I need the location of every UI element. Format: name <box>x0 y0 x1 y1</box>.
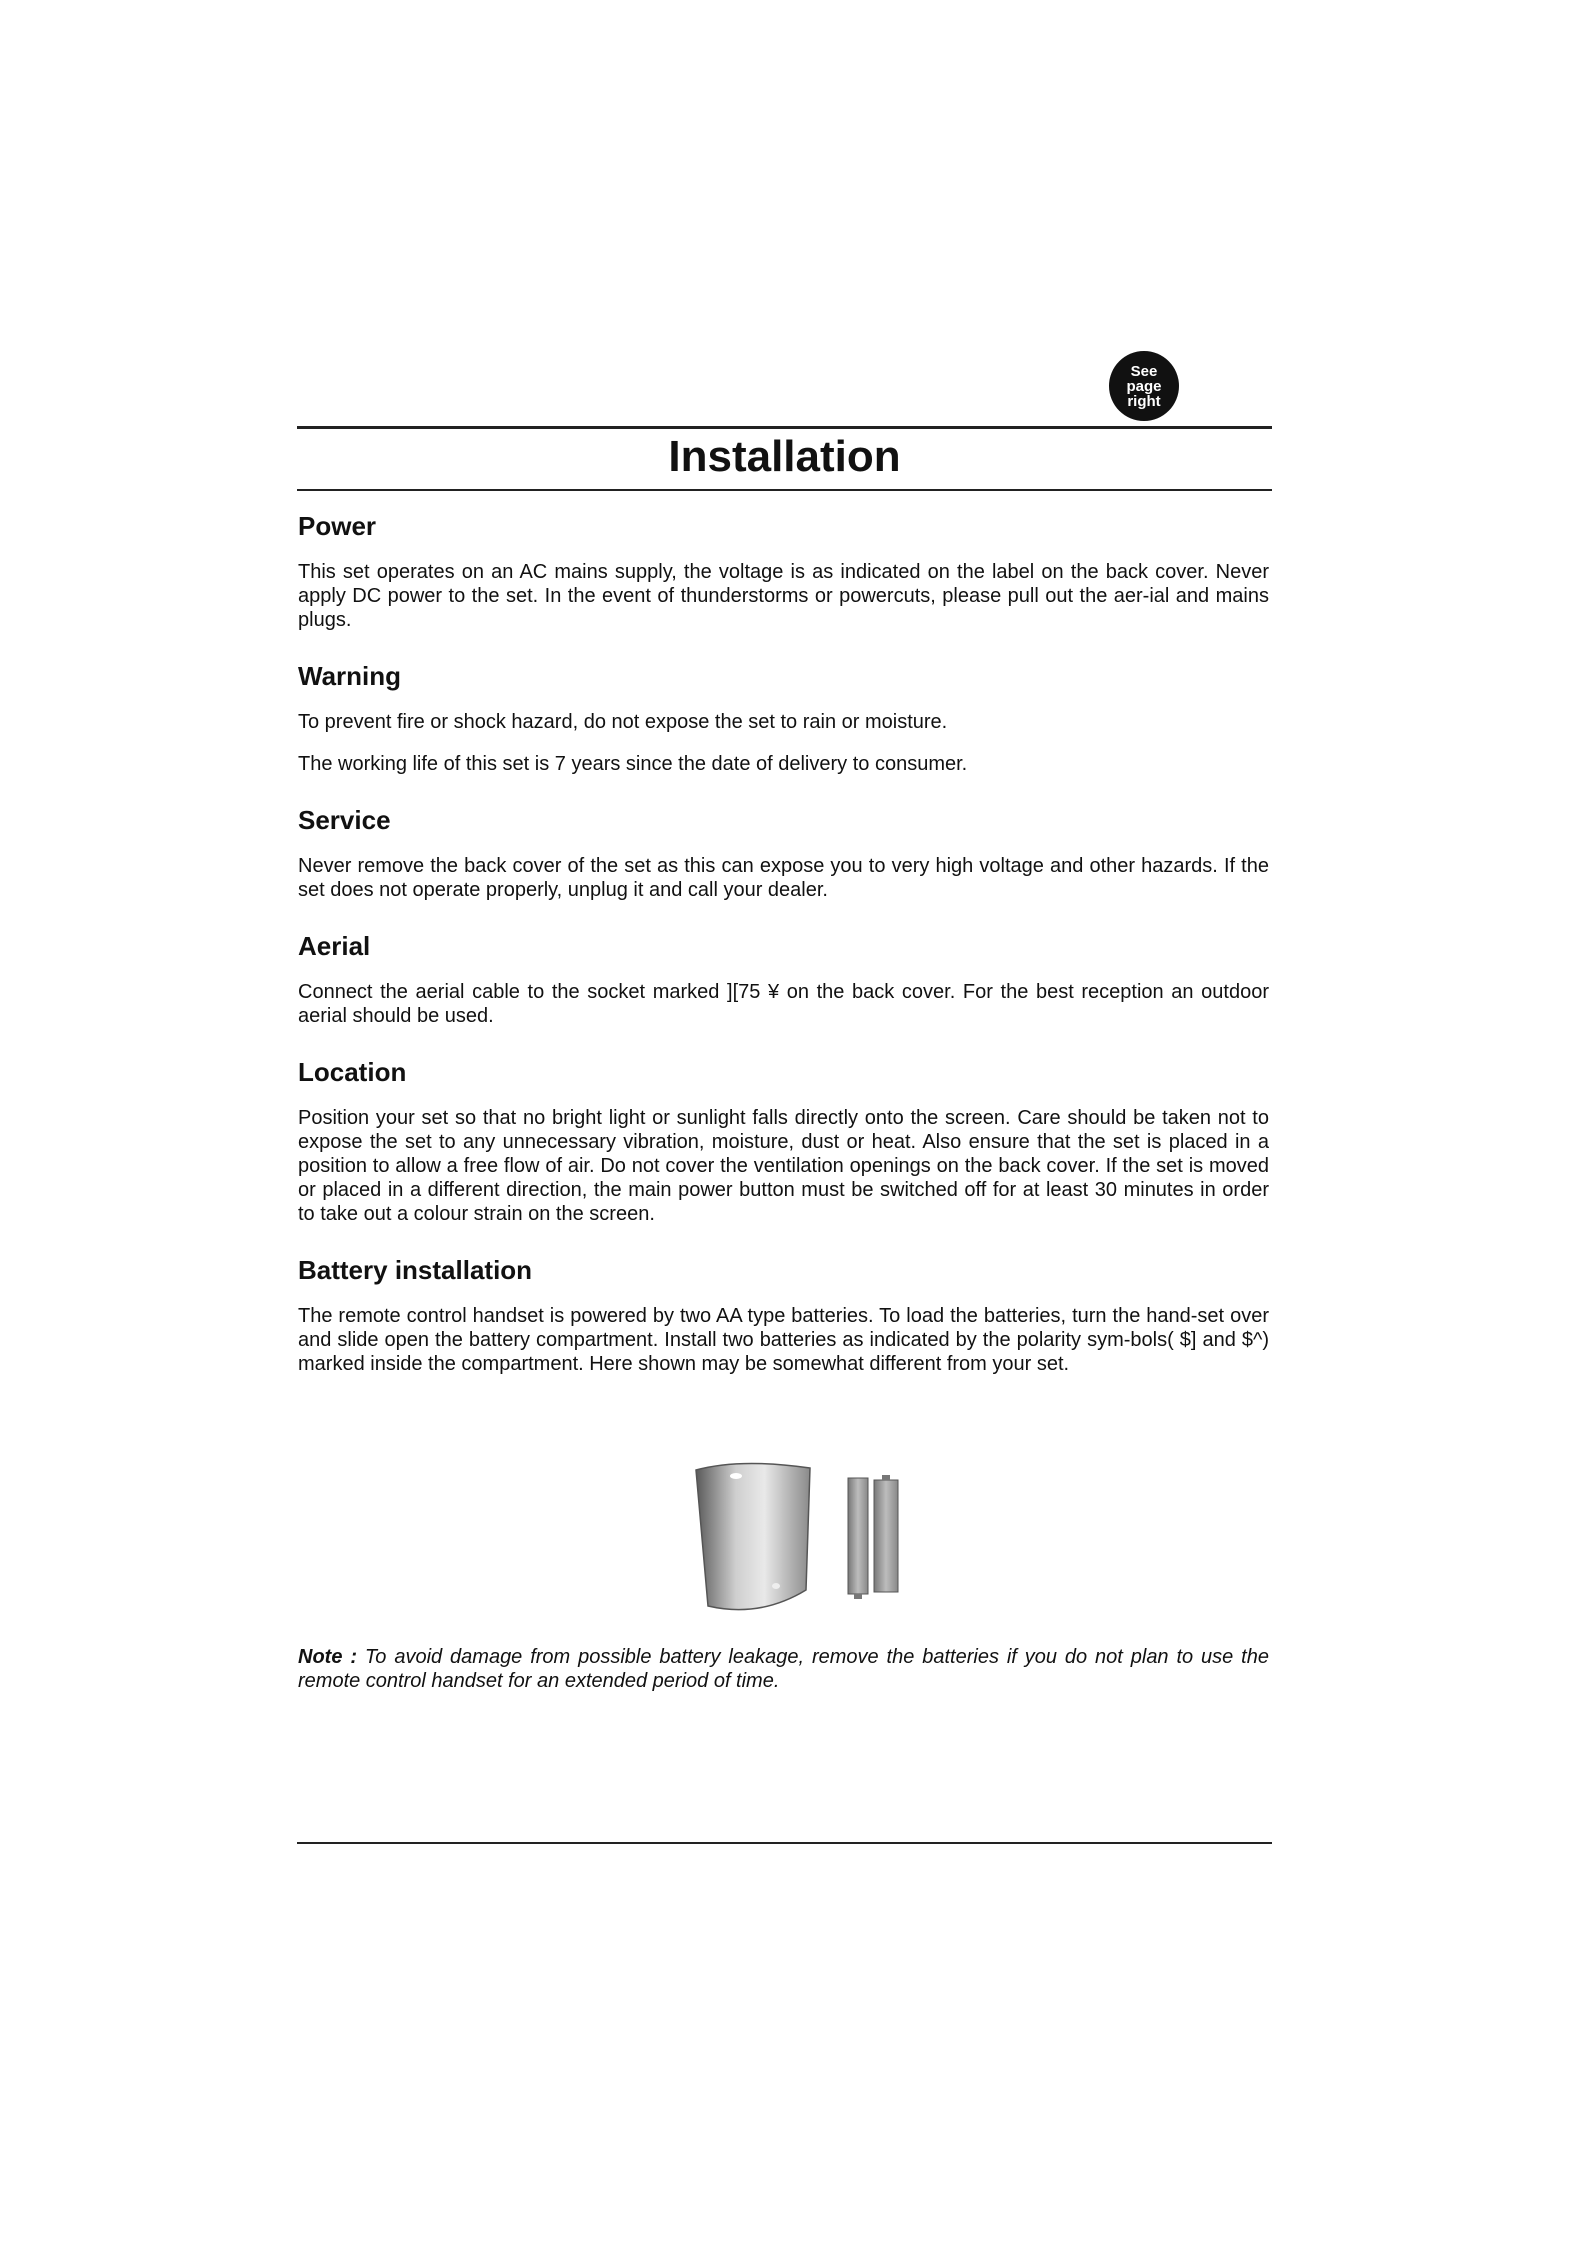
top-rule <box>297 426 1272 429</box>
page-title: Installation <box>668 432 901 481</box>
section-paragraph: This set operates on an AC mains supply, the voltage is as indicated on the label on the back cover. Never apply DC power to the set. In the event of thunderstorms or powercuts, please pull out the aer-ial and mains plugs. <box>298 561 1269 631</box>
section-paragraph: The working life of this set is 7 years since the date of delivery to consumer. <box>298 753 968 775</box>
section-heading: Power <box>298 511 377 541</box>
section-paragraph: Never remove the back cover of the set as this can expose you to very high voltage and other hazards. If the set does not operate properly, unplug it and call your dealer. <box>298 855 1269 901</box>
title-rule <box>297 489 1272 491</box>
section-heading: Battery installation <box>298 1255 533 1285</box>
battery-note <box>298 1645 1269 1693</box>
section-location <box>298 1056 1269 1226</box>
badge-line-3: right <box>1127 392 1161 410</box>
content <box>298 510 1269 1394</box>
remote-battery-illustration <box>690 1460 920 1620</box>
section-paragraph: Connect the aerial cable to the socket marked ][75 ¥ on the back cover. For the best reception an outdoor aerial should be used. <box>298 981 1269 1027</box>
section-aerial <box>298 930 1269 1028</box>
section-battery-installation <box>298 1254 1269 1376</box>
section-paragraph: To prevent fire or shock hazard, do not expose the set to rain or moisture. <box>298 711 948 733</box>
battery-cover <box>696 1463 810 1609</box>
badge-line-2: page <box>1126 377 1162 395</box>
section-power <box>298 510 1269 632</box>
section-heading: Service <box>298 805 391 835</box>
section-paragraph: Position your set so that no bright light or sunlight falls directly onto the screen. Care should be taken not to expose the set to any unnecessary vibration, moisture, dust or heat. Also ensure that the set is placed in a position to allow a free flow of air. Do not cover the ventilation openings on the back cover. If the set is moved or placed in a different direction, the main power button must be switched off for at least 30 minutes in order to take out a colour strain on the screen. <box>298 1107 1269 1225</box>
see-page-right-badge <box>1109 351 1179 421</box>
section-warning <box>298 660 1269 776</box>
section-service <box>298 804 1269 902</box>
battery-pair <box>848 1475 898 1599</box>
section-heading: Aerial <box>298 931 371 961</box>
section-heading: Location <box>298 1057 407 1087</box>
note-label: Note : <box>298 1646 358 1668</box>
bottom-rule <box>297 1842 1272 1844</box>
note-text: To avoid damage from possible battery leakage, remove the batteries if you do not plan to use the remote control handset for an extended period of time. <box>298 1646 1269 1692</box>
section-heading: Warning <box>298 661 402 691</box>
badge-line-1: See <box>1130 362 1158 380</box>
section-paragraph: The remote control handset is powered by two AA type batteries. To load the batteries, turn the hand-set over and slide open the battery compartment. Install two batteries as indicated by the polarity sym-bols( $] and $^) marked inside the compartment. Here shown may be somewhat different from your set. <box>298 1305 1269 1375</box>
